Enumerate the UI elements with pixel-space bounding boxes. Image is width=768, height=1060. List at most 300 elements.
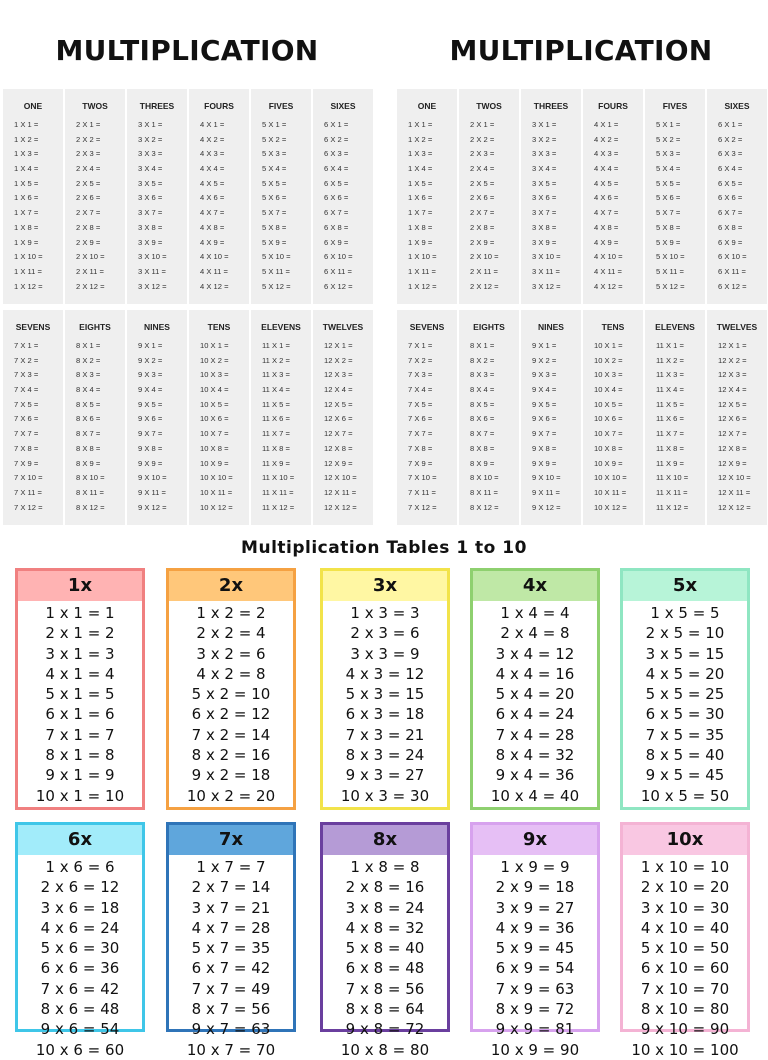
table-row: 12 X 1 = (718, 341, 747, 350)
table-row: 8 x 10 = 80 (640, 1000, 730, 1019)
table-row: 9 x 1 = 9 (45, 766, 115, 785)
column-heading: ONE (23, 101, 43, 111)
table-row: 9 X 1 = (532, 341, 557, 350)
table-row: 2 X 7 = (76, 208, 101, 218)
table-row: 11 X 5 = (262, 399, 290, 409)
card-title: 5x (623, 571, 747, 601)
table-card-1 (15, 568, 145, 810)
table-row: 7 X 4 = (408, 385, 433, 395)
table-row: 6 X 5 = (718, 178, 743, 188)
table-row: 8 X 11 = (76, 487, 104, 497)
card-title: 2x (169, 571, 293, 601)
table-row: 4 X 12 = (594, 281, 623, 291)
table-row: 7 X 11 = (14, 487, 42, 497)
table-row: 7 X 2 = (14, 355, 39, 365)
table-row: 8 X 7 = (470, 429, 495, 439)
chart-block-bottom-left (3, 310, 373, 525)
table-row: 5 x 9 = 45 (495, 939, 575, 958)
column-heading: TWOS (82, 101, 108, 111)
table-row: 8 x 9 = 72 (495, 1000, 575, 1019)
table-row: 6 x 10 = 60 (640, 959, 730, 978)
table-row: 9 X 2 = (532, 355, 557, 365)
table-card-9 (470, 822, 600, 1059)
chart-block-bottom-right (397, 310, 767, 525)
table-row: 2 x 8 = 16 (345, 878, 425, 897)
table-row: 9 X 4 = (138, 385, 163, 395)
card-title: 3x (323, 571, 447, 601)
table-row: 2 x 10 = 20 (640, 878, 730, 897)
table-row: 1 x 9 = 9 (500, 858, 570, 876)
table-row: 10 X 3 = (594, 370, 623, 380)
table-row: 11 X 8 = (262, 443, 290, 453)
table-row: 12 X 11 = (718, 487, 751, 497)
table-row: 3 X 3 = (138, 149, 163, 159)
table-row: 6 X 6 = (718, 193, 743, 203)
table-row: 1 X 7 = (408, 208, 433, 218)
table-row: 5 X 11 = (262, 266, 290, 276)
chart-block-top-right (397, 89, 767, 304)
table-column-fives (645, 89, 705, 304)
table-row: 7 x 2 = 14 (191, 725, 271, 744)
table-row: 10 x 10 = 100 (631, 1040, 739, 1059)
table-row: 6 X 9 = (324, 237, 349, 247)
table-row: 12 X 10 = (324, 473, 357, 483)
table-row: 12 X 11 = (324, 487, 357, 497)
row-list (65, 118, 125, 294)
column-heading: NINES (144, 322, 170, 332)
table-row: 10 x 1 = 10 (35, 786, 125, 805)
table-row: 4 x 4 = 16 (495, 664, 575, 683)
table-row: 3 X 8 = (138, 222, 163, 232)
column-heading: FIVES (268, 101, 294, 111)
table-row: 7 X 1 = (408, 341, 433, 350)
table-row: 5 X 4 = (262, 164, 287, 174)
table-row: 7 X 2 = (408, 355, 433, 365)
table-column-elevens (645, 310, 705, 525)
table-row: 9 X 7 = (138, 429, 163, 439)
table-row: 8 x 2 = 16 (191, 746, 271, 765)
table-row: 2 X 2 = (470, 134, 495, 144)
table-row: 4 X 8 = (200, 222, 225, 232)
table-row: 10 X 5 = (594, 399, 623, 409)
table-row: 11 X 10 = (656, 473, 689, 483)
table-column-fours (189, 89, 249, 304)
table-row: 8 X 8 = (470, 443, 495, 453)
table-row: 9 X 10 = (532, 473, 561, 483)
table-row: 6 X 7 = (324, 208, 349, 218)
table-row: 8 X 2 = (470, 355, 495, 365)
table-row: 1 X 5 = (408, 178, 433, 188)
table-row: 6 X 10 = (324, 252, 353, 262)
table-row: 11 X 2 = (262, 355, 290, 365)
table-row: 3 X 1 = (532, 120, 557, 129)
row-list (127, 339, 187, 515)
table-row: 9 X 5 = (532, 399, 557, 409)
table-row: 1 X 12 = (14, 281, 43, 291)
table-row: 5 x 3 = 15 (345, 685, 425, 704)
table-column-fives (251, 89, 311, 304)
table-row: 4 x 3 = 12 (345, 664, 425, 683)
table-row: 10 x 5 = 50 (640, 786, 730, 805)
table-row: 6 X 11 = (324, 266, 352, 276)
table-row: 3 X 11 = (138, 266, 166, 276)
table-row: 9 X 12 = (138, 502, 167, 512)
table-row: 6 X 2 = (324, 134, 349, 144)
table-row: 4 X 4 = (594, 164, 619, 174)
table-row: 11 X 2 = (656, 355, 684, 365)
table-row: 11 X 4 = (262, 385, 290, 395)
table-row: 12 X 4 = (718, 385, 747, 395)
table-row: 5 x 8 = 40 (345, 939, 425, 958)
table-row: 1 X 3 = (14, 149, 39, 159)
table-row: 3 X 4 = (532, 164, 557, 174)
row-list (459, 118, 519, 294)
table-column-sixes (707, 89, 767, 304)
table-row: 10 X 2 = (200, 355, 229, 365)
table-row: 8 X 6 = (470, 414, 495, 424)
table-row: 6 X 1 = (718, 120, 743, 129)
table-row: 11 X 11 = (262, 487, 294, 497)
table-row: 4 X 11 = (594, 266, 622, 276)
table-row: 1 X 2 = (14, 134, 39, 144)
table-row: 7 x 3 = 21 (345, 725, 425, 744)
table-row: 12 X 5 = (718, 399, 747, 409)
table-row: 3 x 6 = 18 (40, 898, 120, 917)
table-row: 5 X 1 = (656, 120, 681, 129)
table-row: 11 X 6 = (262, 414, 290, 424)
table-row: 5 X 11 = (656, 266, 684, 276)
table-row: 10 X 12 = (200, 502, 233, 512)
table-row: 3 X 2 = (138, 134, 163, 144)
table-row: 2 X 10 = (76, 252, 105, 262)
table-column-nines (521, 310, 581, 525)
table-row: 7 X 11 = (408, 487, 436, 497)
table-row: 1 x 4 = 4 (500, 604, 570, 622)
table-row: 3 x 3 = 9 (350, 644, 420, 663)
card-title: 8x (323, 825, 447, 855)
column-heading: ELEVENS (261, 322, 301, 332)
table-row: 9 X 10 = (138, 473, 167, 483)
table-column-tens (189, 310, 249, 525)
table-row: 9 X 2 = (138, 355, 163, 365)
table-row: 4 X 3 = (200, 149, 225, 159)
table-column-twos (65, 89, 125, 304)
card-row-list (473, 855, 597, 1060)
row-list (645, 118, 705, 294)
table-card-4 (470, 568, 600, 810)
table-row: 6 X 1 = (324, 120, 349, 129)
table-row: 9 X 11 = (138, 487, 166, 497)
table-row: 1 X 11 = (408, 266, 436, 276)
table-row: 8 X 12 = (76, 502, 105, 512)
table-row: 4 X 9 = (594, 237, 619, 247)
table-row: 11 X 5 = (656, 399, 684, 409)
table-row: 10 X 8 = (594, 443, 623, 453)
table-row: 6 x 3 = 18 (345, 705, 425, 724)
table-row: 7 x 10 = 70 (640, 979, 730, 998)
table-row: 7 X 8 = (14, 443, 39, 453)
table-row: 2 X 2 = (76, 134, 101, 144)
table-row: 5 X 5 = (656, 178, 681, 188)
table-row: 7 X 3 = (408, 370, 433, 380)
table-row: 2 x 9 = 18 (495, 878, 575, 897)
table-row: 4 X 1 = (200, 120, 225, 129)
table-row: 4 X 5 = (200, 178, 225, 188)
table-row: 10 x 3 = 30 (340, 786, 430, 805)
column-heading: THREES (139, 101, 175, 111)
table-row: 11 X 3 = (656, 370, 684, 380)
column-heading: FIVES (662, 101, 688, 111)
table-row: 6 X 8 = (324, 222, 349, 232)
table-row: 7 X 7 = (14, 429, 39, 439)
table-row: 10 X 10 = (594, 473, 627, 483)
table-row: 7 X 7 = (408, 429, 433, 439)
title-right: MULTIPLICATION (449, 34, 713, 67)
table-row: 4 X 4 = (200, 164, 225, 174)
table-row: 12 X 8 = (324, 443, 353, 453)
table-column-eights (65, 310, 125, 525)
column-heading: ONE (417, 101, 437, 111)
table-row: 4 x 6 = 24 (40, 918, 120, 937)
table-row: 9 x 5 = 45 (645, 766, 725, 785)
table-row: 12 X 12 = (718, 502, 751, 512)
table-row: 2 X 10 = (470, 252, 499, 262)
table-row: 9 X 12 = (532, 502, 561, 512)
table-row: 10 X 12 = (594, 502, 627, 512)
table-row: 2 X 7 = (470, 208, 495, 218)
table-row: 7 x 5 = 35 (645, 725, 725, 744)
table-row: 9 X 7 = (532, 429, 557, 439)
table-row: 10 x 4 = 40 (490, 786, 580, 805)
table-row: 6 X 3 = (324, 149, 349, 159)
table-column-elevens (251, 310, 311, 525)
table-row: 8 x 3 = 24 (345, 746, 425, 765)
table-row: 6 X 3 = (718, 149, 743, 159)
table-row: 2 X 9 = (76, 237, 101, 247)
table-row: 3 X 3 = (532, 149, 557, 159)
row-list (521, 339, 581, 515)
table-row: 5 X 10 = (262, 252, 291, 262)
column-heading: EIGHTS (473, 322, 505, 332)
table-row: 3 X 9 = (532, 237, 557, 247)
table-row: 1 x 3 = 3 (350, 604, 420, 622)
row-list (459, 339, 519, 515)
table-row: 1 X 9 = (408, 237, 433, 247)
table-row: 9 x 8 = 72 (345, 1020, 425, 1039)
table-row: 12 X 2 = (324, 355, 353, 365)
table-row: 3 X 8 = (532, 222, 557, 232)
table-row: 12 X 6 = (324, 414, 353, 424)
table-row: 8 x 1 = 8 (45, 746, 115, 765)
table-row: 1 x 10 = 10 (640, 858, 730, 876)
table-row: 12 X 4 = (324, 385, 353, 395)
row-list (397, 118, 457, 294)
table-column-eights (459, 310, 519, 525)
table-row: 8 X 10 = (76, 473, 105, 483)
table-row: 4 x 9 = 36 (495, 918, 575, 937)
table-row: 6 X 5 = (324, 178, 349, 188)
table-row: 8 X 1 = (76, 341, 101, 350)
card-row-list (18, 855, 142, 1060)
table-row: 5 X 9 = (656, 237, 681, 247)
table-row: 9 x 3 = 27 (345, 766, 425, 785)
table-row: 5 X 2 = (656, 134, 681, 144)
table-row: 1 x 8 = 8 (350, 858, 420, 876)
table-row: 4 X 2 = (594, 134, 619, 144)
table-row: 1 X 10 = (14, 252, 43, 262)
table-row: 12 X 3 = (718, 370, 747, 380)
column-heading: TENS (207, 322, 231, 332)
table-row: 1 x 6 = 6 (45, 858, 115, 876)
table-row: 2 x 5 = 10 (645, 624, 725, 643)
table-row: 3 x 1 = 3 (45, 644, 115, 663)
card-title: 9x (473, 825, 597, 855)
column-heading: NINES (538, 322, 564, 332)
table-row: 1 x 1 = 1 (45, 604, 115, 622)
table-row: 1 x 2 = 2 (196, 604, 266, 622)
table-row: 6 X 6 = (324, 193, 349, 203)
table-row: 8 X 2 = (76, 355, 101, 365)
table-card-2 (166, 568, 296, 810)
table-row: 1 X 9 = (14, 237, 39, 247)
table-row: 8 x 8 = 64 (345, 1000, 425, 1019)
table-row: 8 X 10 = (470, 473, 499, 483)
table-card-8 (320, 822, 450, 1059)
card-title: 4x (473, 571, 597, 601)
table-row: 11 X 10 = (262, 473, 295, 483)
table-row: 8 X 9 = (76, 458, 101, 468)
table-row: 2 X 6 = (76, 193, 101, 203)
table-row: 4 x 7 = 28 (191, 918, 271, 937)
table-row: 3 X 9 = (138, 237, 163, 247)
table-row: 1 X 5 = (14, 178, 39, 188)
table-row: 4 X 7 = (200, 208, 225, 218)
table-row: 7 X 3 = (14, 370, 39, 380)
table-row: 7 X 6 = (408, 414, 433, 424)
card-row-list (169, 601, 293, 806)
table-row: 11 X 6 = (656, 414, 684, 424)
table-row: 8 X 1 = (470, 341, 495, 350)
table-row: 1 X 6 = (14, 193, 39, 203)
table-row: 9 x 10 = 90 (640, 1020, 730, 1039)
row-list (645, 339, 705, 515)
card-row-list (323, 855, 447, 1060)
table-row: 9 X 9 = (532, 458, 557, 468)
table-row: 9 X 6 = (532, 414, 557, 424)
table-row: 5 x 10 = 50 (640, 939, 730, 958)
table-row: 10 X 1 = (594, 341, 623, 350)
table-row: 10 X 6 = (594, 414, 623, 424)
table-column-threes (521, 89, 581, 304)
table-row: 6 x 6 = 36 (40, 959, 120, 978)
table-row: 8 X 12 = (470, 502, 499, 512)
table-row: 8 X 3 = (76, 370, 101, 380)
table-row: 2 X 3 = (76, 149, 101, 159)
table-column-twelves (707, 310, 767, 525)
table-row: 9 X 3 = (532, 370, 557, 380)
table-row: 4 x 5 = 20 (645, 664, 725, 683)
table-row: 4 x 8 = 32 (345, 918, 425, 937)
table-row: 6 x 9 = 54 (495, 959, 575, 978)
row-list (127, 118, 187, 294)
table-row: 7 x 7 = 49 (191, 979, 271, 998)
table-row: 6 X 12 = (718, 281, 747, 291)
table-row: 5 x 2 = 10 (191, 685, 271, 704)
table-row: 9 X 5 = (138, 399, 163, 409)
table-row: 10 X 3 = (200, 370, 229, 380)
table-row: 3 x 7 = 21 (191, 898, 271, 917)
table-row: 11 X 4 = (656, 385, 684, 395)
table-row: 8 X 6 = (76, 414, 101, 424)
table-column-sevens (3, 310, 63, 525)
table-row: 11 X 12 = (656, 502, 689, 512)
table-card-7 (166, 822, 296, 1059)
table-row: 3 X 2 = (532, 134, 557, 144)
title-left: MULTIPLICATION (55, 34, 319, 67)
table-row: 4 X 10 = (594, 252, 623, 262)
table-row: 7 X 10 = (14, 473, 43, 483)
table-row: 4 X 6 = (200, 193, 225, 203)
table-row: 12 X 12 = (324, 502, 357, 512)
table-row: 2 X 8 = (76, 222, 101, 232)
table-row: 8 X 5 = (76, 399, 101, 409)
table-row: 12 X 8 = (718, 443, 747, 453)
table-row: 3 X 7 = (532, 208, 557, 218)
table-row: 3 X 1 = (138, 120, 163, 129)
card-row-list (623, 601, 747, 806)
table-row: 12 X 3 = (324, 370, 353, 380)
table-row: 3 X 11 = (532, 266, 560, 276)
table-row: 5 X 7 = (262, 208, 287, 218)
table-row: 12 X 7 = (324, 429, 353, 439)
table-row: 12 X 9 = (324, 458, 353, 468)
table-row: 1 X 1 = (408, 120, 433, 129)
table-row: 3 X 10 = (532, 252, 561, 262)
table-row: 2 X 5 = (76, 178, 101, 188)
table-row: 10 X 1 = (200, 341, 229, 350)
table-row: 12 X 9 = (718, 458, 747, 468)
table-row: 5 x 7 = 35 (191, 939, 271, 958)
row-list (189, 339, 249, 515)
table-row: 4 x 10 = 40 (640, 918, 730, 937)
row-list (3, 339, 63, 515)
table-row: 8 x 5 = 40 (645, 746, 725, 765)
table-row: 4 x 2 = 8 (196, 664, 266, 683)
table-row: 4 X 2 = (200, 134, 225, 144)
table-row: 8 x 7 = 56 (191, 1000, 271, 1019)
table-row: 3 x 5 = 15 (645, 644, 725, 663)
table-row: 6 x 2 = 12 (191, 705, 271, 724)
table-row: 5 X 10 = (656, 252, 685, 262)
table-row: 10 X 9 = (200, 458, 229, 468)
table-row: 8 x 6 = 48 (40, 1000, 120, 1019)
table-column-threes (127, 89, 187, 304)
table-row: 10 X 9 = (594, 458, 623, 468)
row-list (3, 118, 63, 294)
table-row: 6 X 9 = (718, 237, 743, 247)
row-list (65, 339, 125, 515)
column-heading: SEVENS (409, 322, 445, 332)
table-row: 11 X 1 = (656, 341, 684, 350)
table-row: 5 X 5 = (262, 178, 287, 188)
table-row: 1 X 7 = (14, 208, 39, 218)
table-row: 6 x 4 = 24 (495, 705, 575, 724)
row-list (251, 118, 311, 294)
card-title: 7x (169, 825, 293, 855)
table-row: 10 X 7 = (200, 429, 229, 439)
table-row: 8 X 3 = (470, 370, 495, 380)
table-row: 6 x 8 = 48 (345, 959, 425, 978)
